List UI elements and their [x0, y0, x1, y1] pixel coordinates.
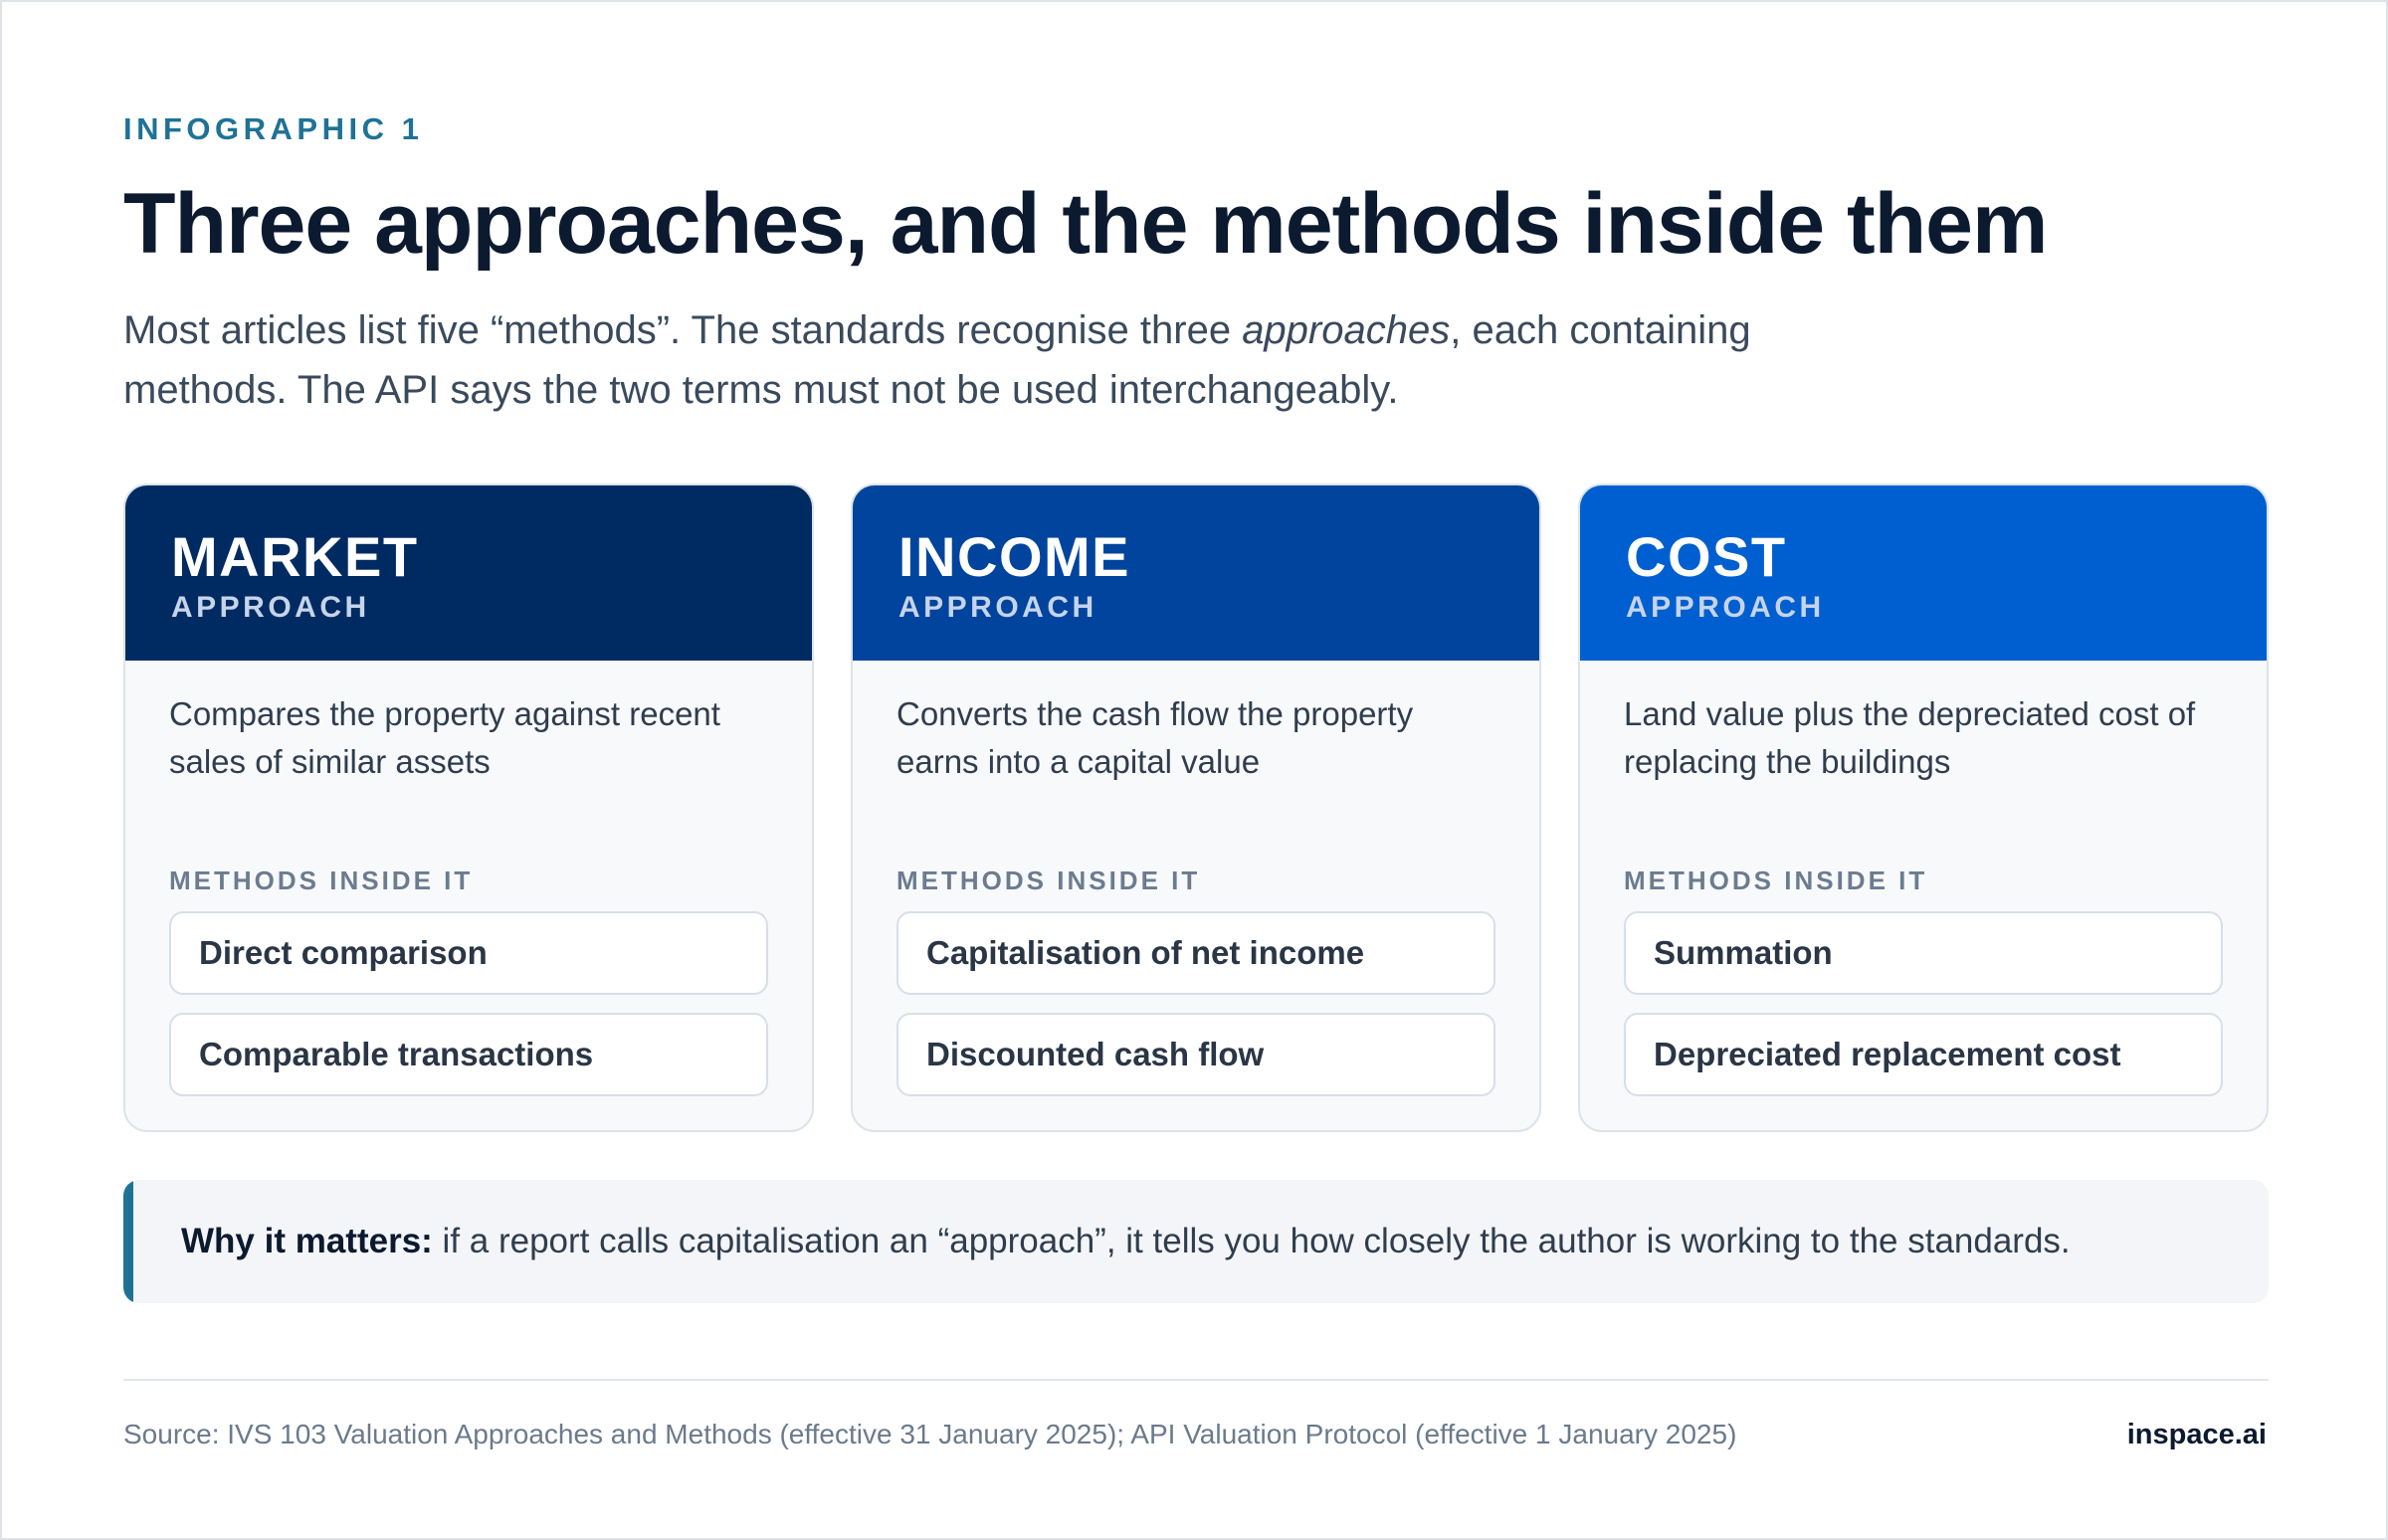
- card-cost-name: COST: [1626, 525, 1787, 588]
- card-income-approach: [851, 483, 1541, 1132]
- card-cost-header: [1578, 483, 2269, 661]
- eyebrow-label: INFOGRAPHIC 1: [123, 111, 424, 146]
- method-depreciated-replacement-cost: Depreciated replacement cost: [1624, 1013, 2223, 1096]
- page-title: Three approaches, and the methods inside them: [123, 176, 2048, 272]
- card-cost-sub: APPROACH: [1626, 591, 1825, 624]
- callout-lead: Why it matters:: [181, 1222, 433, 1260]
- card-income-description: Converts the cash flow the property earns into a capital value: [896, 695, 1414, 780]
- lede-paragraph: [123, 300, 1894, 420]
- card-market-name: MARKET: [171, 525, 419, 588]
- brand-wordmark: inspace.ai: [2126, 1419, 2267, 1450]
- card-market-sub: APPROACH: [171, 591, 370, 624]
- card-market-methods-label: METHODS INSIDE IT: [169, 866, 474, 895]
- footer-divider: [123, 1379, 2269, 1381]
- card-cost-methods-label: METHODS INSIDE IT: [1624, 866, 1928, 895]
- method-discounted-cash-flow: Discounted cash flow: [896, 1013, 1495, 1096]
- callout-body: if a report calls capitalisation an “approach”, it tells you how closely the author is working to the standards.: [432, 1222, 2071, 1260]
- why-it-matters-callout: [123, 1180, 2269, 1303]
- method-direct-comparison: Direct comparison: [169, 911, 768, 995]
- callout-accent-bar: [123, 1180, 133, 1303]
- lede-text-start: Most articles list five “methods”. The standards recognise three: [123, 308, 1243, 352]
- source-citation: Source: IVS 103 Valuation Approaches and Methods (effective 31 January 2025); API Valuation Protocol (effective 1 January 2025): [123, 1419, 1737, 1449]
- card-market-header: [123, 483, 814, 661]
- lede-emphasis: approaches: [1242, 308, 1451, 352]
- method-summation: Summation: [1624, 911, 2223, 995]
- card-income-header: [851, 483, 1541, 661]
- card-income-methods-label: METHODS INSIDE IT: [896, 866, 1201, 895]
- callout-text: [181, 1180, 2071, 1303]
- card-market-description: Compares the property against recent sales of similar assets: [169, 695, 720, 780]
- method-comparable-transactions: Comparable transactions: [169, 1013, 768, 1096]
- card-cost-description: Land value plus the depreciated cost of replacing the buildings: [1624, 695, 2196, 780]
- card-market-approach: [123, 483, 814, 1132]
- card-cost-approach: [1578, 483, 2269, 1132]
- card-income-name: INCOME: [898, 525, 1130, 588]
- approach-cards: [123, 483, 2269, 1132]
- method-capitalisation: Capitalisation of net income: [896, 911, 1495, 995]
- card-income-sub: APPROACH: [898, 591, 1097, 624]
- lede-text-end: , each containing methods. The API says the two terms must not be used interchangeably.: [123, 308, 1751, 412]
